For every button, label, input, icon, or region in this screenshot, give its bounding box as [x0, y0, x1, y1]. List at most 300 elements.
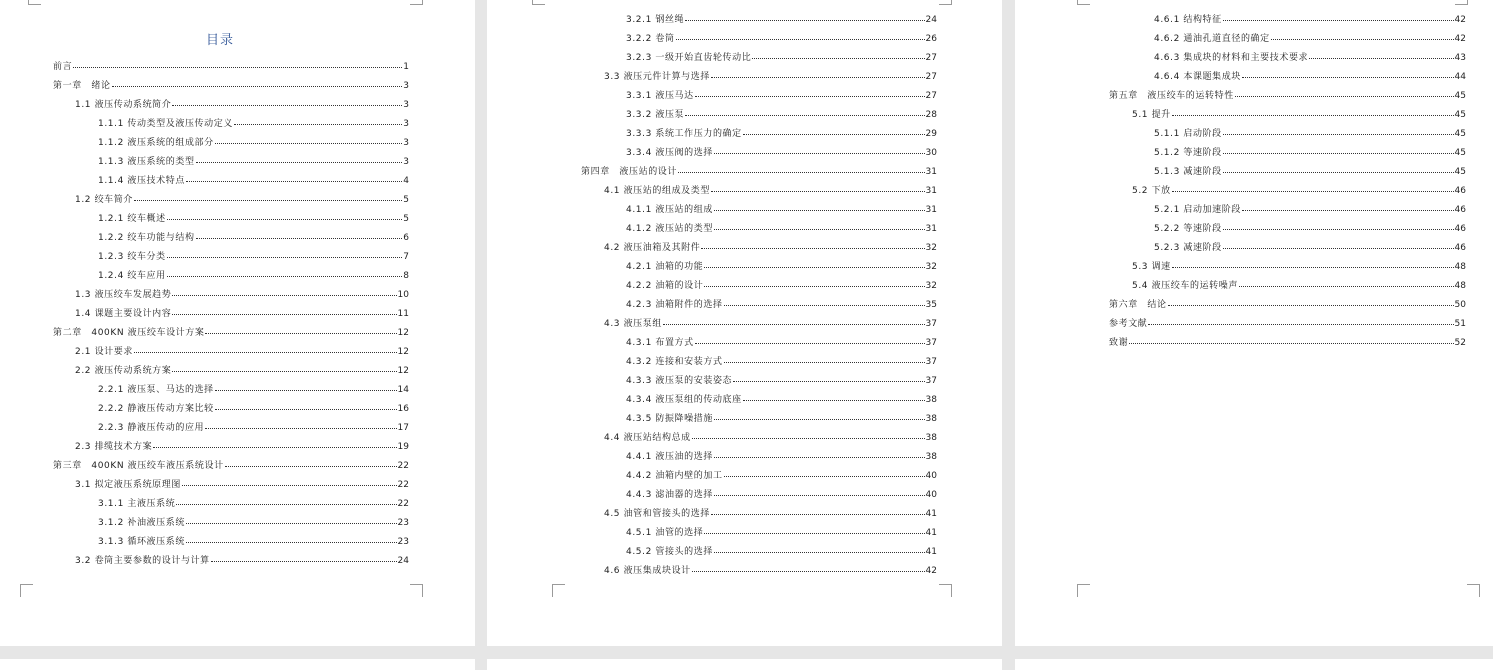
toc-entry[interactable] [1154, 120, 1466, 139]
toc-entry-page-number: 3 [403, 157, 409, 167]
toc-entry-page-number: 28 [925, 110, 937, 120]
dot-leader [225, 466, 397, 467]
toc-entry-page-number: 45 [1454, 148, 1466, 158]
toc-entry-title: 1.2.1 绞车概述 [98, 214, 166, 224]
toc-entry[interactable] [604, 234, 937, 253]
dot-leader [134, 200, 402, 201]
dot-leader [711, 191, 925, 192]
toc-title: 目录 [205, 33, 234, 48]
document-page-1 [0, 0, 475, 646]
toc-entry-title: 3.2.2 卷筒 [626, 34, 675, 44]
toc-entry[interactable] [1109, 329, 1466, 348]
dot-leader [711, 77, 925, 78]
toc-entry-page-number: 12 [397, 366, 409, 376]
toc-entry-title: 4.3.2 连接和安装方式 [626, 357, 723, 367]
toc-entry-page-number: 48 [1454, 281, 1466, 291]
dot-leader [182, 485, 397, 486]
toc-entry-title: 3.3.4 液压阀的选择 [626, 148, 713, 158]
dot-leader [196, 162, 403, 163]
toc-entry-page-number: 50 [1454, 300, 1466, 310]
toc-entry-page-number: 46 [1454, 224, 1466, 234]
toc-entry-title: 4.2 液压油箱及其附件 [604, 243, 701, 253]
dot-leader [1172, 115, 1454, 116]
toc-entry-title: 5.1.1 启动阶段 [1154, 129, 1222, 139]
dot-leader [205, 428, 396, 429]
toc-entry-page-number: 22 [397, 480, 409, 490]
toc-entry-title: 1.3 液压绞车发展趋势 [75, 290, 172, 300]
toc-entry-page-number: 45 [1454, 129, 1466, 139]
dot-leader [724, 362, 925, 363]
toc-entry-page-number: 30 [925, 148, 937, 158]
dot-leader [205, 333, 396, 334]
toc-entry[interactable] [626, 215, 937, 234]
toc-entry-title: 5.2.2 等速阶段 [1154, 224, 1222, 234]
toc-entry-page-number: 12 [397, 347, 409, 357]
toc-entry-title: 3.3.1 液压马达 [626, 91, 694, 101]
toc-entry[interactable] [626, 386, 937, 405]
toc-entry[interactable] [626, 348, 937, 367]
toc-entry-title: 1.2.2 绞车功能与结构 [98, 233, 195, 243]
dot-leader [724, 305, 925, 306]
toc-entry-title: 5.2.1 启动加速阶段 [1154, 205, 1241, 215]
toc-entry-page-number: 19 [397, 442, 409, 452]
crop-mark [20, 584, 33, 597]
toc-entry-page-number: 24 [397, 556, 409, 566]
toc-entry[interactable] [604, 310, 937, 329]
toc-entry-title: 3.1.1 主液压系统 [98, 499, 176, 509]
dot-leader [172, 295, 396, 296]
toc-entry[interactable] [626, 367, 937, 386]
toc-entry-page-number: 42 [1454, 15, 1466, 25]
toc-entry-title: 2.1 设计要求 [75, 347, 133, 357]
toc-entry[interactable] [626, 25, 937, 44]
toc-entry-page-number: 40 [925, 471, 937, 481]
toc-entry-title: 3.2.3 一级开始直齿轮传动比 [626, 53, 752, 63]
toc-entry-page-number: 17 [397, 423, 409, 433]
toc-entry-page-number: 11 [397, 309, 409, 319]
toc-entry[interactable] [98, 395, 409, 414]
dot-leader [134, 352, 397, 353]
toc-entry[interactable] [626, 82, 937, 101]
toc-entry[interactable] [75, 281, 409, 300]
toc-entry-title: 4.6.4 本课题集成块 [1154, 72, 1241, 82]
crop-mark [939, 0, 952, 5]
dot-leader [167, 219, 403, 220]
dot-leader [714, 210, 925, 211]
dot-leader [211, 561, 397, 562]
dot-leader [167, 257, 403, 258]
toc-entry-title: 1.1.4 液压技术特点 [98, 176, 185, 186]
toc-entry[interactable] [75, 433, 409, 452]
toc-entry[interactable] [75, 338, 409, 357]
dot-leader [714, 495, 925, 496]
toc-entry-title: 1.1.3 液压系统的类型 [98, 157, 195, 167]
toc-entry-page-number: 3 [403, 138, 409, 148]
toc-entry-title: 4.6.1 结构特征 [1154, 15, 1222, 25]
toc-entry-page-number: 26 [925, 34, 937, 44]
toc-entry[interactable] [626, 101, 937, 120]
dot-leader [1235, 96, 1454, 97]
toc-entry-page-number: 41 [925, 509, 937, 519]
toc-entry[interactable] [98, 224, 409, 243]
toc-entry-page-number: 38 [925, 414, 937, 424]
toc-entry[interactable] [626, 139, 937, 158]
toc-entry-page-number: 32 [925, 243, 937, 253]
toc-entry-title: 第五章 液压绞车的运转特性 [1109, 91, 1234, 101]
dot-leader [695, 343, 925, 344]
toc-entry-title: 5.2.3 减速阶段 [1154, 243, 1222, 253]
toc-entry-page-number: 31 [925, 167, 937, 177]
dot-leader [685, 20, 924, 21]
toc-entry-title: 4.1 液压站的组成及类型 [604, 186, 710, 196]
toc-entry-title: 第二章 400KN 液压绞车设计方案 [53, 328, 205, 338]
toc-entry-page-number: 3 [403, 81, 409, 91]
toc-entry[interactable] [1154, 25, 1466, 44]
toc-entry[interactable] [626, 44, 937, 63]
toc-entry-page-number: 51 [1454, 319, 1466, 329]
toc-entry[interactable] [581, 158, 937, 177]
crop-mark [410, 584, 423, 597]
toc-entry-title: 1.4 课题主要设计内容 [75, 309, 172, 319]
dot-leader [1223, 172, 1454, 173]
toc-entry[interactable] [626, 272, 937, 291]
toc-entry[interactable] [626, 120, 937, 139]
toc-entry-page-number: 3 [403, 119, 409, 129]
toc-entry-page-number: 37 [925, 376, 937, 386]
crop-mark [410, 0, 423, 5]
toc-entry-title: 4.1.1 液压站的组成 [626, 205, 713, 215]
toc-entry-page-number: 8 [403, 271, 409, 281]
toc-entry-title: 4.3.1 布置方式 [626, 338, 694, 348]
toc-entry-page-number: 38 [925, 395, 937, 405]
toc-entry-title: 1.2 绞车简介 [75, 195, 133, 205]
toc-entry-page-number: 5 [403, 195, 409, 205]
dot-leader [1223, 229, 1454, 230]
toc-entry-page-number: 3 [403, 100, 409, 110]
toc-entry[interactable] [626, 462, 937, 481]
dot-leader [172, 105, 402, 106]
crop-mark [1077, 0, 1090, 5]
toc-entry-page-number: 46 [1454, 243, 1466, 253]
toc-entry[interactable] [98, 129, 409, 148]
dot-leader [711, 514, 925, 515]
toc-entry[interactable] [1154, 215, 1466, 234]
toc-entry[interactable] [98, 528, 409, 547]
toc-entry-title: 3.1 拟定液压系统原理图 [75, 480, 181, 490]
toc-entry-title: 1.1.1 传动类型及液压传动定义 [98, 119, 233, 129]
toc-entry[interactable] [98, 490, 409, 509]
document-page-2 [487, 0, 1002, 646]
crop-mark [28, 0, 41, 5]
toc-entry-page-number: 38 [925, 452, 937, 462]
next-page-top [487, 659, 1002, 670]
toc-entry[interactable] [1109, 291, 1466, 310]
toc-entry-page-number: 41 [925, 547, 937, 557]
dot-leader [215, 390, 397, 391]
toc-entry[interactable] [626, 291, 937, 310]
toc-entry-page-number: 45 [1454, 110, 1466, 120]
toc-entry[interactable] [1154, 196, 1466, 215]
toc-entry[interactable] [1132, 272, 1466, 291]
toc-entry[interactable] [604, 500, 937, 519]
toc-entry[interactable] [75, 91, 409, 110]
dot-leader [714, 153, 925, 154]
toc-entry[interactable] [53, 452, 409, 471]
toc-entry-page-number: 46 [1454, 186, 1466, 196]
dot-leader [692, 571, 925, 572]
toc-entry-page-number: 23 [397, 518, 409, 528]
dot-leader [196, 238, 403, 239]
toc-entry-page-number: 37 [925, 338, 937, 348]
dot-leader [678, 172, 925, 173]
toc-entry-page-number: 10 [397, 290, 409, 300]
dot-leader [186, 523, 397, 524]
toc-entry-title: 1.1.2 液压系统的组成部分 [98, 138, 214, 148]
toc-entry-title: 4.5 油管和管接头的选择 [604, 509, 710, 519]
toc-entry[interactable] [626, 538, 937, 557]
toc-entry-page-number: 46 [1454, 205, 1466, 215]
dot-leader [1223, 20, 1454, 21]
toc-entry-page-number: 42 [1454, 34, 1466, 44]
toc-entry-page-number: 42 [925, 566, 937, 576]
toc-entry[interactable] [98, 262, 409, 281]
toc-entry-title: 前言 [53, 62, 73, 72]
toc-entry-title: 5.3 调速 [1132, 262, 1171, 272]
toc-entry[interactable] [1154, 44, 1466, 63]
toc-entry-title: 2.2.2 静液压传动方案比较 [98, 404, 214, 414]
toc-entry-title: 4.2.2 油箱的设计 [626, 281, 704, 291]
toc-entry-title: 5.1 提升 [1132, 110, 1171, 120]
toc-entry[interactable] [75, 471, 409, 490]
toc-entry[interactable] [53, 53, 409, 72]
toc-entry-title: 4.4.3 滤油器的选择 [626, 490, 713, 500]
dot-leader [215, 143, 403, 144]
toc-entry-page-number: 35 [925, 300, 937, 310]
toc-entry-page-number: 4 [403, 176, 409, 186]
toc-entry-page-number: 45 [1454, 167, 1466, 177]
toc-entry[interactable] [1109, 82, 1466, 101]
dot-leader [1223, 248, 1454, 249]
dot-leader [692, 438, 925, 439]
toc-entry[interactable] [1132, 101, 1466, 120]
dot-leader [1129, 343, 1453, 344]
toc-entry-page-number: 31 [925, 224, 937, 234]
toc-entry[interactable] [98, 414, 409, 433]
next-page-top [0, 659, 475, 670]
crop-mark [939, 584, 952, 597]
toc-entry[interactable] [604, 63, 937, 82]
dot-leader [1172, 267, 1454, 268]
dot-leader [234, 124, 402, 125]
toc-entry-title: 4.3 液压泵组 [604, 319, 662, 329]
toc-entry-page-number: 27 [925, 72, 937, 82]
toc-entry-title: 2.2.3 静液压传动的应用 [98, 423, 205, 433]
dot-leader [186, 542, 397, 543]
toc-entry-title: 3.3.2 液压泵 [626, 110, 685, 120]
toc-entry-title: 参考文献 [1109, 319, 1148, 329]
toc-entry[interactable] [98, 376, 409, 395]
toc-entry-page-number: 27 [925, 53, 937, 63]
dot-leader [1172, 191, 1454, 192]
toc-entry[interactable] [75, 357, 409, 376]
toc-entry[interactable] [1154, 6, 1466, 25]
toc-entry[interactable] [98, 205, 409, 224]
toc-entry[interactable] [53, 72, 409, 91]
toc-entry[interactable] [626, 329, 937, 348]
toc-entry-title: 3.1.3 循环液压系统 [98, 537, 185, 547]
toc-entry[interactable] [626, 6, 937, 25]
dot-leader [186, 181, 402, 182]
toc-entry-page-number: 41 [925, 528, 937, 538]
dot-leader [172, 314, 396, 315]
toc-entry-title: 4.5.1 油管的选择 [626, 528, 704, 538]
toc-entry-page-number: 29 [925, 129, 937, 139]
dot-leader [1239, 286, 1454, 287]
toc-entry[interactable] [626, 196, 937, 215]
toc-entry[interactable] [626, 481, 937, 500]
dot-leader [112, 86, 403, 87]
toc-entry[interactable] [1154, 63, 1466, 82]
toc-entry-title: 3.2.1 钢丝绳 [626, 15, 685, 25]
toc-entry-title: 4.4.2 油箱内壁的加工 [626, 471, 723, 481]
dot-leader [215, 409, 397, 410]
toc-entry[interactable] [98, 110, 409, 129]
dot-leader [1223, 153, 1454, 154]
toc-entry-page-number: 44 [1454, 72, 1466, 82]
dot-leader [172, 371, 396, 372]
toc-entry-page-number: 32 [925, 281, 937, 291]
toc-entry-page-number: 40 [925, 490, 937, 500]
crop-mark [1467, 584, 1480, 597]
toc-entry-page-number: 22 [397, 499, 409, 509]
dot-leader [743, 400, 925, 401]
toc-entry-title: 5.1.2 等速阶段 [1154, 148, 1222, 158]
toc-entry-title: 4.3.3 液压泵的安装姿态 [626, 376, 733, 386]
dot-leader [663, 324, 925, 325]
toc-entry-page-number: 5 [403, 214, 409, 224]
toc-entry-page-number: 6 [403, 233, 409, 243]
toc-entry-title: 3.2 卷筒主要参数的设计与计算 [75, 556, 210, 566]
toc-entry-title: 4.4 液压站结构总成 [604, 433, 691, 443]
toc-entry[interactable] [604, 424, 937, 443]
dot-leader [1168, 305, 1454, 306]
toc-entry-title: 2.2 液压传动系统方案 [75, 366, 172, 376]
toc-entry[interactable] [75, 186, 409, 205]
toc-entry-title: 4.2.1 油箱的功能 [626, 262, 704, 272]
dot-leader [1271, 39, 1454, 40]
toc-entry-page-number: 16 [397, 404, 409, 414]
next-page-top [1015, 659, 1493, 670]
toc-entry-page-number: 32 [925, 262, 937, 272]
dot-leader [1242, 77, 1454, 78]
toc-entry[interactable] [75, 300, 409, 319]
dot-leader [1223, 134, 1454, 135]
dot-leader [685, 115, 924, 116]
toc-entry-title: 4.5.2 管接头的选择 [626, 547, 713, 557]
toc-entry-title: 4.3.4 液压泵组的传动底座 [626, 395, 742, 405]
toc-entry-page-number: 27 [925, 91, 937, 101]
crop-mark [1077, 584, 1090, 597]
toc-entry[interactable] [75, 547, 409, 566]
toc-entry[interactable] [1154, 158, 1466, 177]
toc-entry-title: 4.4.1 液压油的选择 [626, 452, 713, 462]
toc-entry-page-number: 7 [403, 252, 409, 262]
document-page-3 [1015, 0, 1493, 646]
dot-leader [167, 276, 403, 277]
toc-entry-title: 4.6.2 通油孔道直径的确定 [1154, 34, 1270, 44]
toc-entry-title: 4.6.3 集成块的材料和主要技术要求 [1154, 53, 1309, 63]
toc-entry[interactable] [1132, 177, 1466, 196]
toc-entry-page-number: 37 [925, 319, 937, 329]
dot-leader [676, 39, 925, 40]
toc-entry-page-number: 1 [403, 62, 409, 72]
toc-entry[interactable] [604, 177, 937, 196]
toc-entry[interactable] [604, 557, 937, 576]
toc-entry[interactable] [98, 148, 409, 167]
toc-entry-title: 4.3.5 防振降噪措施 [626, 414, 713, 424]
toc-entry-title: 3.3.3 系统工作压力的确定 [626, 129, 742, 139]
dot-leader [714, 419, 925, 420]
dot-leader [714, 457, 925, 458]
dot-leader [752, 58, 924, 59]
toc-entry[interactable] [1109, 310, 1466, 329]
toc-entry[interactable] [1154, 234, 1466, 253]
toc-entry-page-number: 48 [1454, 262, 1466, 272]
dot-leader [714, 229, 925, 230]
toc-entry-page-number: 23 [397, 537, 409, 547]
toc-entry[interactable] [53, 319, 409, 338]
toc-entry[interactable] [626, 405, 937, 424]
toc-entry-title: 4.6 液压集成块设计 [604, 566, 691, 576]
dot-leader [704, 533, 924, 534]
dot-leader [1148, 324, 1453, 325]
toc-entry-title: 3.3 液压元件计算与选择 [604, 72, 710, 82]
dot-leader [733, 381, 924, 382]
toc-entry[interactable] [626, 253, 937, 272]
toc-entry[interactable] [626, 443, 937, 462]
toc-entry-title: 5.4 液压绞车的运转噪声 [1132, 281, 1238, 291]
toc-entry-title: 第三章 400KN 液压绞车液压系统设计 [53, 461, 224, 471]
dot-leader [714, 552, 925, 553]
crop-mark [552, 584, 565, 597]
toc-entry-page-number: 37 [925, 357, 937, 367]
toc-entry-page-number: 24 [925, 15, 937, 25]
toc-entry[interactable] [626, 519, 937, 538]
toc-entry-page-number: 43 [1454, 53, 1466, 63]
toc-entry[interactable] [98, 167, 409, 186]
toc-entry-title: 第四章 液压站的设计 [581, 167, 678, 177]
toc-entry-title: 4.2.3 油箱附件的选择 [626, 300, 723, 310]
dot-leader [153, 447, 396, 448]
dot-leader [724, 476, 925, 477]
toc-entry-page-number: 52 [1454, 338, 1466, 348]
toc-entry-page-number: 45 [1454, 91, 1466, 101]
toc-entry-title: 2.3 排缆技术方案 [75, 442, 153, 452]
toc-entry-page-number: 38 [925, 433, 937, 443]
toc-entry-page-number: 22 [397, 461, 409, 471]
dot-leader [176, 504, 396, 505]
toc-entry[interactable] [1154, 139, 1466, 158]
toc-entry[interactable] [98, 243, 409, 262]
dot-leader [743, 134, 925, 135]
toc-entry[interactable] [1132, 253, 1466, 272]
toc-entry-title: 2.2.1 液压泵、马达的选择 [98, 385, 214, 395]
toc-entry[interactable] [98, 509, 409, 528]
toc-entry-title: 3.1.2 补油液压系统 [98, 518, 185, 528]
toc-entry-title: 致谢 [1109, 338, 1129, 348]
toc-entry-title: 1.2.3 绞车分类 [98, 252, 166, 262]
toc-entry-page-number: 12 [397, 328, 409, 338]
